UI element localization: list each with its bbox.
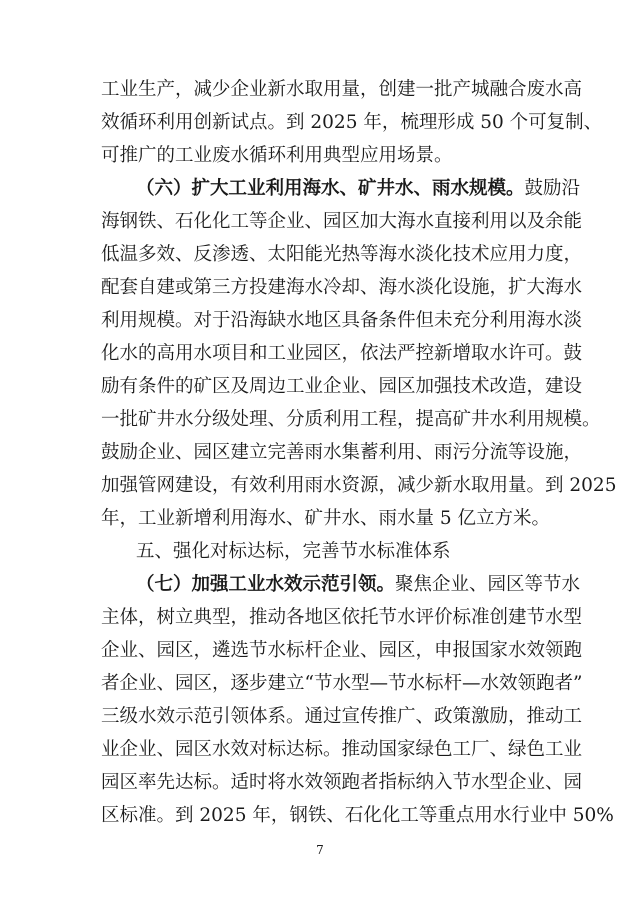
text-line: 配套自建或第三方投建海水冷却、海水淡化设施，扩大海水 bbox=[101, 277, 583, 298]
text-line: 海钢铁、石化化工等企业、园区加大海水直接利用以及余能 bbox=[101, 211, 583, 232]
paragraph-heading-6 bbox=[136, 177, 581, 201]
section-6-title: （六）扩大工业利用海水、矿井水、雨水规模。 bbox=[136, 178, 525, 199]
page-number: 7 bbox=[316, 843, 324, 857]
section-5-heading: 五、强化对标达标，完善节水标准体系 bbox=[136, 541, 451, 562]
text-line: 加强管网建设，有效利用雨水资源，减少新水取用量。到 2025 bbox=[101, 475, 617, 496]
text-line: 鼓励企业、园区建立完善雨水集蓄利用、雨污分流等设施， bbox=[101, 442, 583, 463]
text-line: 主体，树立典型，推动各地区依托节水评价标准创建节水型 bbox=[101, 607, 583, 628]
text-span: 鼓励沿 bbox=[524, 178, 581, 199]
text-line: 年，工业新增利用海水、矿井水、雨水量 5 亿立方米。 bbox=[101, 508, 551, 529]
text-line: 三级水效示范引领体系。通过宣传推广、政策激励，推动工 bbox=[101, 706, 583, 727]
text-line: 效循环利用创新试点。到 2025 年，梳理形成 50 个可复制、 bbox=[101, 112, 603, 133]
text-line: 区标准。到 2025 年，钢铁、石化化工等重点用水行业中 50% bbox=[101, 805, 614, 826]
text-line: 园区率先达标。适时将水效领跑者指标纳入节水型企业、园 bbox=[101, 772, 583, 793]
section-7-title: （七）加强工业水效示范引领。 bbox=[136, 574, 396, 595]
text-line: 工业生产，减少企业新水取用量，创建一批产城融合废水高 bbox=[101, 79, 583, 100]
text-line: 低温多效、反渗透、太阳能光热等海水淡化技术应用力度， bbox=[101, 244, 583, 265]
text-line: 化水的高用水项目和工业园区，依法严控新增取水许可。鼓 bbox=[101, 343, 583, 364]
text-line: 励有条件的矿区及周边工业企业、园区加强技术改造，建设 bbox=[101, 376, 583, 397]
text-line: 一批矿井水分级处理、分质利用工程，提高矿井水利用规模。 bbox=[101, 409, 601, 430]
text-line: 者企业、园区，逐步建立“节水型—节水标杆—水效领跑者” bbox=[101, 673, 583, 694]
text-line: 可推广的工业废水循环利用典型应用场景。 bbox=[101, 145, 453, 166]
paragraph-heading-7 bbox=[136, 573, 581, 597]
text-line: 业企业、园区水效对标达标。推动国家绿色工厂、绿色工业 bbox=[101, 739, 583, 760]
text-line: 利用规模。对于沿海缺水地区具备条件但未充分利用海水淡 bbox=[101, 310, 583, 331]
text-span: 聚焦企业、园区等节水 bbox=[395, 574, 581, 595]
text-line: 企业、园区，遴选节水标杆企业、园区，申报国家水效领跑 bbox=[101, 640, 583, 661]
